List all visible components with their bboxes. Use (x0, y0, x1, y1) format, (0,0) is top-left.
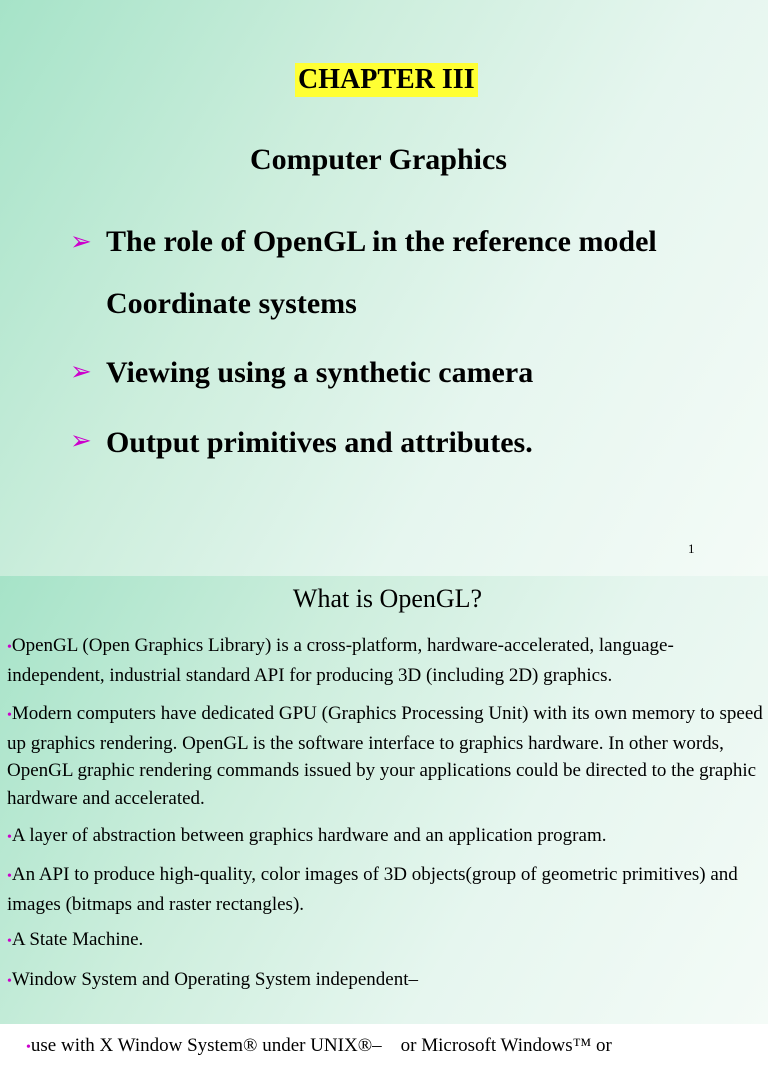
paragraph-text: An API to produce high-quality, color images of 3D objects(group of geometric primitives) and images (bitmaps and raster rectangles). (7, 864, 738, 915)
bullet-dot-icon: • (7, 974, 12, 989)
bullet-item: The role of OpenGL in the reference model (106, 225, 657, 258)
paragraph-text: OpenGL (Open Graphics Library) is a cross-platform, hardware-accelerated, language-independent, industrial standard API for producing 3D (including 2D) graphics. (7, 635, 674, 686)
page-number: 1 (688, 541, 695, 556)
bullet-dot-icon: • (7, 934, 12, 949)
paragraph (7, 700, 763, 812)
bullet-item: Output primitives and attributes. (106, 426, 533, 459)
bullet-item: Coordinate systems (106, 287, 357, 320)
slide-1-title: Computer Graphics (250, 143, 507, 176)
paragraph-text: A layer of abstraction between graphics hardware and an application program. (11, 825, 607, 846)
bullet-dot-icon: • (7, 708, 12, 723)
paragraph (7, 926, 763, 956)
paragraph (7, 861, 763, 918)
bullet-dot-icon: • (26, 1039, 31, 1055)
paragraph-text: Window System and Operating System independent– (11, 969, 418, 990)
bullet-dot-icon: • (7, 830, 12, 845)
bullet-item: Viewing using a synthetic camera (106, 356, 534, 389)
paragraph-text: use with X Window System® under UNIX®– or Microsoft Windows™ or (30, 1034, 612, 1056)
paragraph (7, 1004, 763, 1089)
arrow-bullet-icon: ➢ (70, 227, 92, 256)
chapter-label: CHAPTER III (295, 63, 478, 97)
bullet-dot-icon: • (7, 640, 12, 655)
arrow-bullet-icon: ➢ (70, 357, 92, 386)
slide-2-title: What is OpenGL? (292, 584, 483, 613)
paragraph (7, 632, 763, 689)
paragraph (7, 966, 763, 996)
paragraph-text: Modern computers have dedicated GPU (Graphics Processing Unit) with its own memory to speed up graphics rendering. OpenGL is the software interface to graphics hardware. In other words, OpenGL graphic rendering commands issued by your applications could be directed to the graphic hardware and accelerated. (7, 703, 763, 809)
arrow-bullet-icon: ➢ (70, 426, 92, 455)
paragraph (7, 822, 763, 852)
bullet-dot-icon: • (7, 869, 12, 884)
paragraph-text: A State Machine. (11, 929, 144, 950)
slide-2 (0, 576, 768, 1056)
